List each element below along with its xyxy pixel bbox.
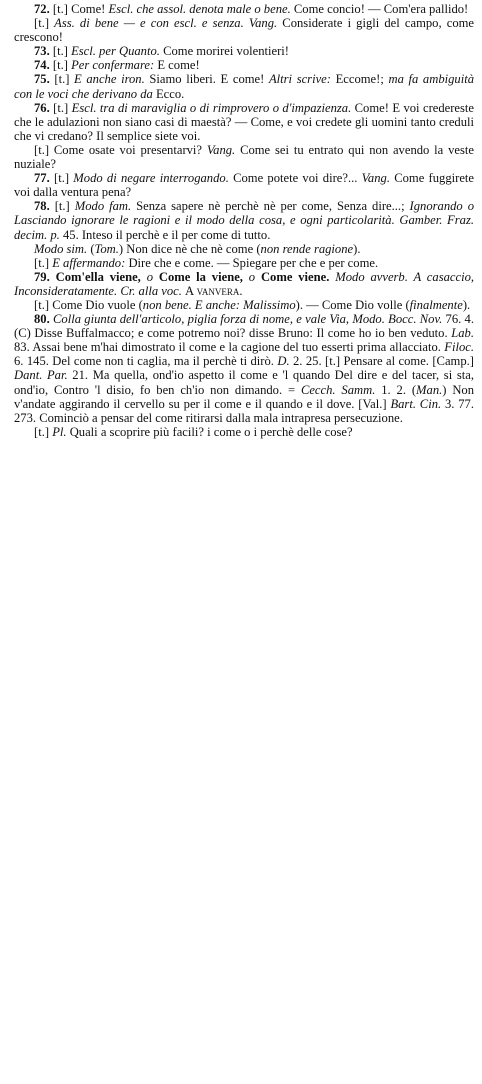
- entry-text-run: Come!: [71, 2, 109, 16]
- entry-text-run: E come!: [157, 58, 200, 73]
- entry-text-run: Senza sapere nè perchè nè per come, Senza dire...;: [136, 199, 410, 214]
- entry-text-run: [t.]: [54, 199, 75, 214]
- entry-text-run: Vang.: [361, 171, 395, 186]
- entry-text-run: Ignorando o Lasciando ignorare le ragioni e il modo della cosa, e ogni particolarità. Gamber. Fraz. decim. p.: [14, 199, 474, 242]
- dictionary-entry: [14, 242, 474, 256]
- entry-text-run: D.: [277, 354, 293, 369]
- entry-text-run: Come concio! — Com'era pallido!: [293, 2, 469, 16]
- entry-text-run: Modo fam.: [74, 199, 137, 214]
- entry-text-run: Cecch. Samm.: [300, 382, 382, 397]
- entry-number: 72.: [34, 2, 53, 16]
- entry-number: 79.: [34, 269, 56, 284]
- entry-text-run: A vanvera.: [185, 283, 243, 298]
- entry-text-run: Come Dio vuole (: [52, 297, 143, 312]
- entry-text-run: [t.]: [52, 44, 72, 59]
- entry-text-run: Ass. di bene — e con escl. e senza. Vang.: [54, 16, 283, 31]
- entry-text-run: ). — Come Dio volle (: [295, 297, 410, 312]
- entry-text-run: Colla giunta dell'articolo, piglia forza di nome, e vale Via, Modo. Bocc. Nov.: [53, 312, 446, 327]
- entry-text-run: Modo sim.: [34, 241, 91, 256]
- entry-text-run: Lab.: [451, 326, 474, 341]
- entry-text-run: o: [248, 269, 261, 284]
- entry-number: 76.: [34, 100, 54, 115]
- entry-text-run: 3. 77. 273. Cominciò a pensar del come ritirarsi dalla mala intrapresa persecuzione.: [14, 396, 474, 425]
- entry-text-run: Come osate voi presentarvi?: [53, 142, 207, 157]
- entry-text-run: ) Non v'andate aggirando il cervello su per il come e il quando e il dove. [Val.]: [14, 382, 475, 411]
- entry-text-run: ).: [462, 297, 471, 312]
- entry-text-run: Dire che e come. — Spiegare per che e per come.: [128, 255, 379, 270]
- entry-text-run: E affermando:: [52, 255, 129, 270]
- entry-text-run: [t.]: [54, 72, 75, 87]
- entry-text-run: Per confermare:: [71, 58, 158, 73]
- entry-text-run: [t.]: [34, 142, 54, 157]
- entry-text-run: 1. 2. (: [381, 382, 417, 397]
- entry-text-run: finalmente: [409, 297, 463, 312]
- entry-text-run: 21. Ma quella, ond'io aspetto il come e 'l quando Del dire e del tacer, si sta, ond'io, Contro 'l disio, fo ben ch'io non dimando. =: [14, 368, 474, 397]
- entry-text-run: 83. Assai bene m'hai dimostrato il come e la cagione del tuo esserti prima allacciato.: [14, 340, 445, 355]
- entry-text-run: Bart. Cin.: [390, 396, 445, 411]
- entry-text-run: [t.]: [52, 2, 72, 16]
- dictionary-entry: [14, 44, 474, 58]
- entry-text-run: o: [146, 269, 159, 284]
- dictionary-entry: [14, 199, 474, 241]
- entry-text-run: Quali a scoprire più facili? i come o i perchè delle cose?: [69, 424, 353, 439]
- entry-text-run: 6. 145. Del come non ti caglia, ma il perchè ti dirò.: [14, 354, 278, 369]
- entry-text-run: [t.]: [54, 171, 74, 186]
- entry-text-run: Pl.: [52, 424, 70, 439]
- entry-text-run: Vang.: [206, 142, 241, 157]
- entry-number: 74.: [34, 58, 53, 73]
- entry-number: 78.: [34, 199, 55, 214]
- entry-text-run: 45. Inteso il perchè e il per come di tutto.: [62, 227, 271, 242]
- entry-text-run: ma fa ambiguità con le voci che derivano da: [14, 72, 475, 101]
- entry-text-run: 76. 4. (C) Disse Buffalmacco; e come potremo noi? disse Bruno: Il come ho io ben veduto.: [14, 312, 474, 341]
- entry-text-run: [t.]: [34, 16, 55, 31]
- entry-number: 80.: [34, 312, 54, 327]
- entry-text-run: Escl. che assol. denota male o bene.: [108, 2, 294, 16]
- entry-number: 77.: [34, 171, 54, 186]
- entry-text-run: Filoc.: [444, 340, 474, 355]
- entry-text-run: Man.: [416, 382, 443, 397]
- entry-text-run: Considerate i gigli del campo, come crescono!: [14, 16, 474, 45]
- entry-text-run: Dant. Par.: [14, 368, 73, 383]
- dictionary-entry: [14, 16, 474, 44]
- entry-text-run: Come morirei volentieri!: [163, 44, 289, 59]
- entry-text-run: Come! E voi credereste che le adulazioni non siano casi di maestà? — Come, e voi credete gli uomini tanto creduli che vi credano? Il semplice siete voi.: [14, 100, 475, 143]
- entry-text-run: Altri scrive:: [268, 72, 336, 87]
- entry-number: 75.: [34, 72, 55, 87]
- dictionary-entry: [14, 101, 474, 143]
- entry-text-run: Modo avverb. A casaccio, Inconsideratamente. Cr. alla voc.: [14, 269, 475, 298]
- entry-text-run: [t.]: [52, 58, 72, 73]
- entry-text-run: non rende ragione: [260, 241, 354, 256]
- dictionary-entry: [14, 298, 474, 312]
- dictionary-entry: [14, 171, 474, 199]
- entry-text-run: Escl. per Quanto.: [71, 44, 164, 59]
- entry-text-run: Com'ella viene,: [55, 269, 147, 284]
- entry-text-run: Come fuggirete voi dalla ventura pena?: [14, 171, 475, 200]
- entry-text-run: Modo di negare interrogando.: [73, 171, 234, 186]
- entry-text-run: ) Non dice nè che nè come (: [118, 241, 261, 256]
- dictionary-entry: [14, 72, 474, 100]
- entry-text-run: Come sei tu entrato qui non avendo la veste nuziale?: [14, 142, 474, 172]
- entry-text-run: [t.]: [53, 100, 72, 115]
- entry-text-run: Come la viene,: [158, 269, 249, 284]
- entry-text-run: Escl. tra di maraviglia o di rimprovero o d'impazienza.: [71, 100, 355, 115]
- entry-text-run: Ecco.: [155, 86, 185, 101]
- entry-text-run: [t.]: [34, 255, 53, 270]
- entry-text-run: [t.]: [34, 424, 53, 439]
- entry-text-run: Eccome!;: [335, 72, 389, 87]
- entry-text-run: [t.]: [34, 297, 53, 312]
- entry-text-run: non bene. E anche: Malissimo: [142, 297, 296, 312]
- entry-text-run: Tom.: [94, 241, 119, 256]
- entry-text-run: Siamo liberi. E come!: [149, 72, 269, 87]
- entry-number: 73.: [34, 44, 53, 59]
- dictionary-entry: [14, 143, 474, 171]
- dictionary-entry: [14, 256, 474, 270]
- dictionary-entry: [14, 312, 474, 425]
- entry-text-run: Come viene.: [260, 269, 336, 284]
- entry-text-run: ).: [353, 241, 361, 256]
- dictionary-entry: [14, 2, 474, 16]
- dictionary-entry: [14, 58, 474, 72]
- entry-text-run: (: [90, 241, 95, 256]
- entry-text-run: 2. 25. [t.] Pensare al come. [Camp.]: [293, 354, 474, 369]
- entry-text-run: E anche iron.: [74, 72, 150, 87]
- dictionary-entry: [14, 270, 474, 298]
- entry-text-run: Come potete voi dire?...: [233, 171, 362, 186]
- dictionary-entry: [14, 425, 474, 439]
